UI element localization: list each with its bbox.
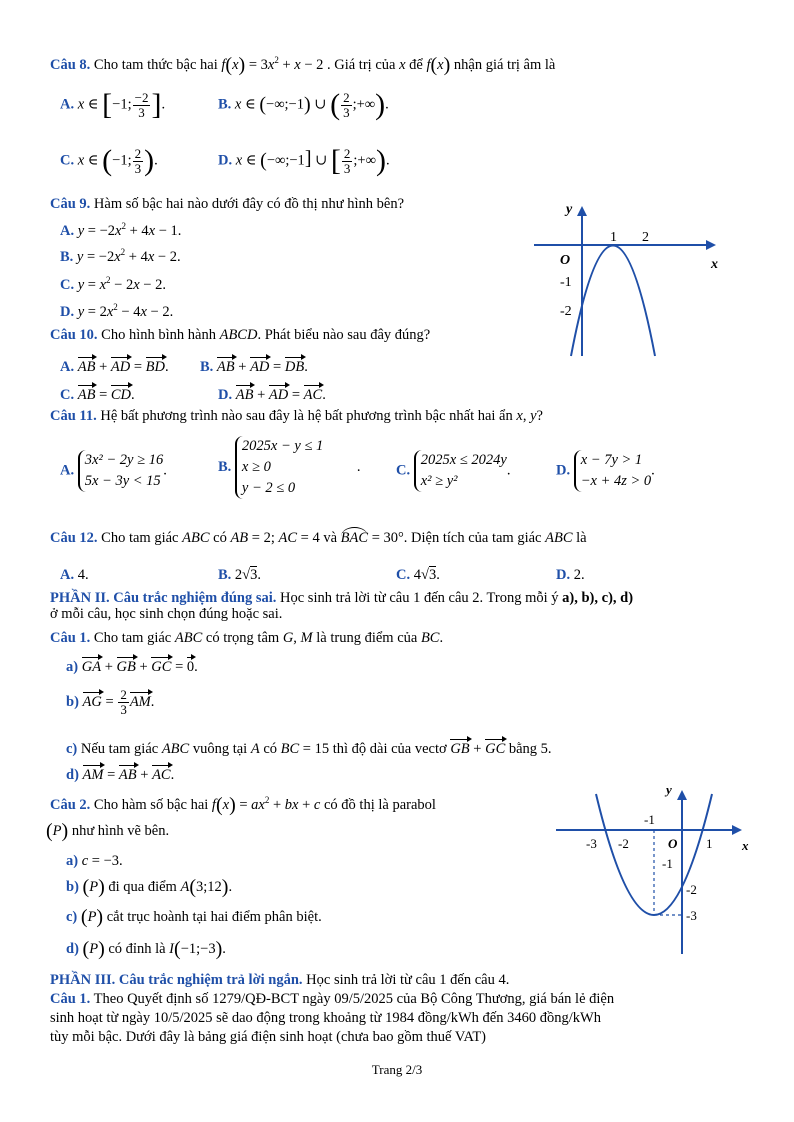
q9-tick-m1: -1 [560,275,572,290]
q9-option-b[interactable]: B. $y = -2x^2 + 4x - 2$. [60,247,181,265]
q10-option-a[interactable]: A. AB + AD = BD. [60,356,169,376]
q12-option-d[interactable]: D. 2. [556,567,585,583]
q9-y-label: y [566,202,573,217]
part2-header: PHẦN II. Câu trắc nghiệm đúng sai. Học sinh trả lời từ câu 1 đến câu 2. Trong mỗi ý a), b), c), d) [50,590,634,606]
p2q2-stem-line2: (P) như hình vẽ bên. [46,820,170,842]
q9-option-a[interactable]: A. $y = -2x^2 + 4x - 1$. [60,221,182,239]
p2q1-item-c[interactable]: c) Nếu tam giác ABC vuông tại A có BC = 15 thì độ dài của vectơ GB + GC bằng 5. [66,738,552,758]
p2q2-stem: Câu 2. Cho hàm số bậc hai $f(x) = ax^2$ + bx + c có đồ thị là parabol [50,794,436,816]
p2q2-item-c[interactable]: c) (P) cắt trục hoành tại hai điểm phân biệt. [66,906,322,928]
p2q2-tick-m1: -1 [644,812,655,827]
q11-option-d[interactable]: D. x − 7y > 1 −x + 4z > 0 . [556,450,655,492]
p3q1-line1: Câu 1. Theo Quyết định số 1279/QĐ-BCT ngày 09/5/2025 của Bộ Công Thương, giá bán lẻ điện [50,991,615,1007]
p2q2-tick-ym1: -1 [662,856,673,871]
q8-label: Câu 8. [50,56,91,73]
q12-stem: Câu 12. Cho tam giác ABC có AB = 2; AC = 4 và BAC = 30°. Diện tích của tam giác ABC là [50,530,587,547]
q8-option-d[interactable]: D. x ∈ (−∞;−1] ∪ [ $\frac{2}{3}$ ;+∞). [218,144,390,177]
part3-header: PHẦN III. Câu trắc nghiệm trả lời ngắn. Học sinh trả lời từ câu 1 đến câu 4. [50,972,510,988]
q8-option-b[interactable]: B. x ∈ (−∞;−1) ∪ ( $\frac{2}{3}$ ;+∞). [218,88,389,121]
p2q2-tick-ym3: -3 [686,908,697,923]
p2q2-tick-1: 1 [706,836,713,851]
p2q2-tick-m3: -3 [586,836,597,851]
p2q1-item-d[interactable]: d) AM = AB + AC. [66,764,174,784]
p2q2-item-a[interactable]: a) c = −3. [66,853,123,869]
page-footer: Trang 2/3 [371,1062,423,1077]
p2q2-item-d[interactable]: d) (P) có đỉnh là I(−1;−3). [66,938,226,960]
p2q2-x-label: x [742,838,749,853]
q10-option-d[interactable]: D. AB + AD = AC. [218,384,326,404]
p2q1-item-b[interactable]: b) AG = $\frac{2}{3}$ AM. [66,687,155,717]
p2q2-origin-label: O [668,836,678,851]
q9-tick-m2: -2 [560,304,572,319]
q9-stem: Câu 9. Hàm số bậc hai nào dưới đây có đồ thị như hình bên? [50,196,405,212]
p2q2-item-b[interactable]: b) (P) đi qua điểm A(3;12). [66,876,233,898]
q11-option-a[interactable]: A. 3x² − 2y ≥ 16 5x − 3y < 15 . [60,450,167,492]
p2q2-parabola-graph [552,780,756,956]
q9-option-d[interactable]: D. $y = 2x^2 - 4x - 2$. [60,302,174,320]
p2q1-item-a[interactable]: a) GA + GB + GC = 0. [66,656,198,676]
q9-option-c[interactable]: C. $y = x^2 - 2x - 2$. [60,275,166,293]
p2q2-tick-m2: -2 [618,836,629,851]
q11-option-c[interactable]: C. 2025x ≤ 2024y x² ≥ y² . [396,450,510,492]
q9-origin-label: O [560,253,571,268]
q12-option-c[interactable]: C. 4√3. [396,567,440,583]
q8-stem: Câu 8. Cho tam thức bậc hai $f(x) = 3x^2 + x - 2$ . Giá trị của x để f(x) nhận giá trị âm là [50,54,556,76]
q8-option-a[interactable]: A. x ∈ [−1; $\frac{-2}{3}$ ]. [60,88,166,121]
q12-option-b[interactable]: B. 2√3. [218,567,262,583]
q10-option-c[interactable]: C. AB = CD. [60,384,135,404]
q9-x-label: x [711,257,718,272]
q11-stem: Câu 11. Hệ bất phương trình nào sau đây là hệ bất phương trình bậc nhất hai ẩn x, y? [50,408,543,424]
q12-option-a[interactable]: A. 4. [60,567,89,583]
q11-option-b[interactable]: B. 2025x − y ≤ 1 x ≥ 0 y − 2 ≤ 0 . [218,436,361,499]
q10-option-b[interactable]: B. AB + AD = DB. [200,356,308,376]
q9-tick-1: 1 [610,230,617,245]
p2q1-stem: Câu 1. Cho tam giác ABC có trọng tâm G, M là trung điểm của BC. [50,630,444,646]
p3q1-line2: sinh hoạt từ ngày 10/5/2025 sẽ dao động trong khoảng từ 1984 đồng/kWh đến 3460 đồng/kWh [50,1010,601,1026]
q9-tick-2: 2 [642,230,649,245]
part2-intro-line2: ở mỗi câu, học sinh chọn đúng hoặc sai. [50,606,283,622]
p2q2-tick-ym2: -2 [686,882,697,897]
q10-stem: Câu 10. Cho hình bình hành ABCD. Phát biểu nào sau đây đúng? [50,327,431,343]
p2q2-y-label: y [666,782,672,797]
q8-option-c[interactable]: C. x ∈ (−1; $\frac{2}{3}$ ). [60,144,158,177]
q9-parabola-graph [530,198,720,358]
p3q1-line3: tùy mỗi bậc. Dưới đây là bảng giá điện sinh hoạt (chưa bao gồm thuế VAT) [50,1029,487,1045]
